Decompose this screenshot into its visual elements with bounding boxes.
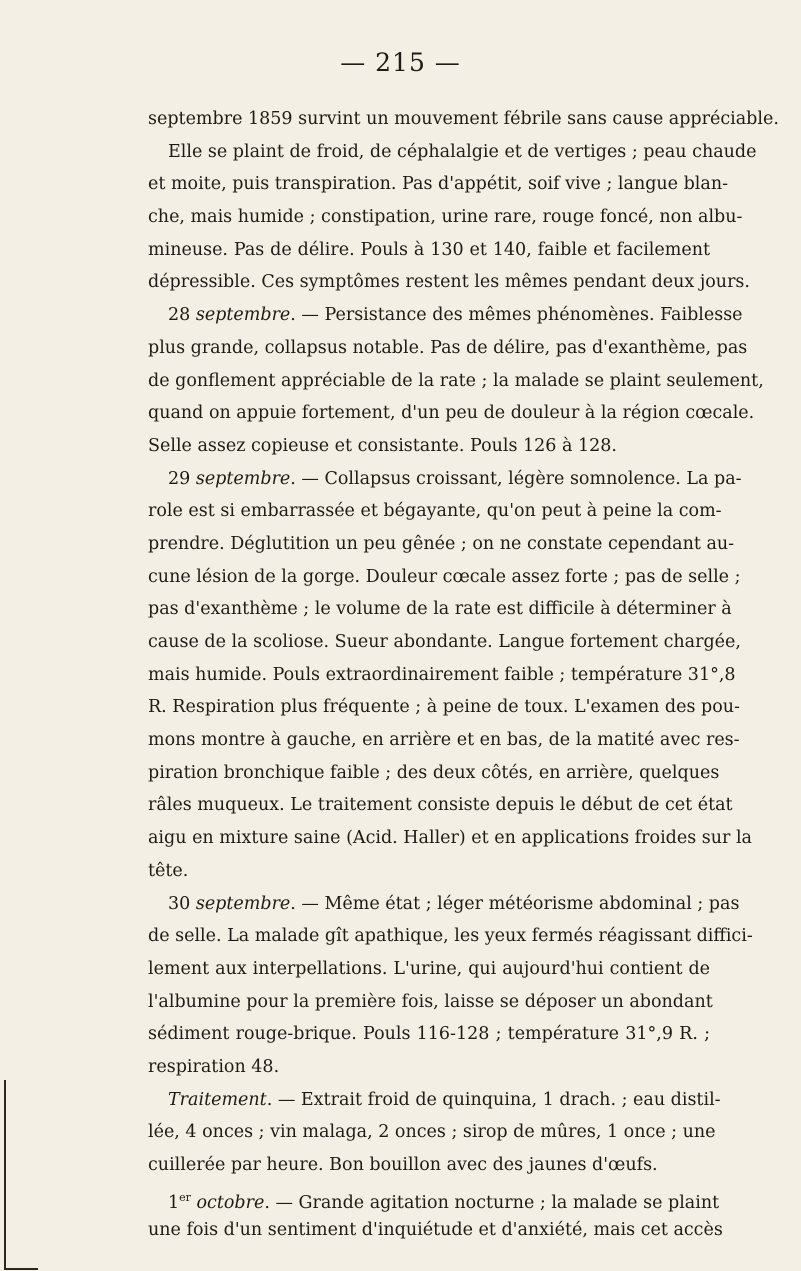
text-line [148,626,741,659]
text-line [148,528,735,561]
text-line [148,822,752,855]
text-line [148,266,750,299]
text-line [148,1051,710,1084]
text-line [148,430,710,463]
text-run: lée, 4 onces ; vin malaga, 2 onces ; sirop de mûres, 1 once ; une [148,1122,716,1143]
text-run: septembre 1859 survint un mouvement fébrile sans cause appréciable. [148,109,779,129]
text-run: lement aux interpellations. L'urine, qui aujourd'hui contient de [148,958,710,979]
text-run: 1 [168,1192,180,1213]
text-run: quand on appuie fortement, d'un peu de douleur à la région cœcale. [148,403,755,424]
text-line [148,855,710,888]
text-run: 28 [168,305,196,326]
text-run: sédiment rouge-brique. Pouls 116-128 ; température 31°,9 R. ; [148,1024,710,1045]
text-run: . — Même état ; léger météorisme abdominal ; pas [290,893,740,914]
text-run: . — Extrait froid de quinquina, 1 drach. ; eau distil- [266,1089,721,1110]
text-line [148,1149,710,1182]
text-line [148,593,732,626]
text-line [148,397,755,430]
text-run: râles muqueux. Le traitement consiste depuis le début de cet état [148,795,733,816]
body-text [148,103,779,1247]
text-line [148,1182,720,1215]
text-run: . — Grande agitation nocturne ; la malade se plaint [264,1192,720,1213]
text-run: mineuse. Pas de délire. Pouls à 130 et 140, faible et facilement [148,239,710,260]
text-line [148,495,722,528]
text-run: mais humide. Pouls extraordinairement faible ; température 31°,8 [148,664,736,685]
text-run: et moite, puis transpiration. Pas d'appétit, soif vive ; langue blan- [148,174,729,195]
text-run: 29 [168,468,196,489]
text-run: R. Respiration plus fréquente ; à peine de toux. L'examen des pou- [148,697,740,718]
text-line [148,463,742,496]
text-run: cune lésion de la gorge. Douleur cœcale assez forte ; pas de selle ; [148,566,741,587]
text-run: Elle se plaint de froid, de céphalalgie et de vertiges ; peau chaude [168,141,757,162]
text-run: che, mais humide ; constipation, urine rare, rouge foncé, non albu- [148,207,743,228]
text-line [148,920,753,953]
crop-mark-horizontal [4,1268,38,1270]
text-run: tête. [148,860,189,881]
text-run: de selle. La malade gît apathique, les yeux fermés réagissant diffici- [148,926,753,947]
text-line [148,332,748,365]
text-line [148,201,743,234]
text-run: une fois d'un sentiment d'inquiétude et d'anxiété, mais cet accès [148,1220,723,1241]
page-number: — 215 — [340,48,461,77]
text-line [148,1116,716,1149]
text-line [148,234,710,267]
text-run: l'albumine pour la première fois, laisse se déposer un abondant [148,991,713,1012]
text-line [148,986,713,1019]
text-run: cause de la scoliose. Sueur abondante. Langue fortement chargée, [148,632,741,652]
text-line [148,1084,721,1117]
text-line [148,365,764,398]
text-run: pas d'exanthème ; le volume de la rate est difficile à déterminer à [148,599,732,620]
italic-run: septembre [195,893,291,914]
italic-run: septembre [195,468,291,489]
text-run: plus grande, collapsus notable. Pas de délire, pas d'exanthème, pas [148,337,748,358]
text-run: Selle assez copieuse et consistante. Pouls 126 à 128. [148,435,617,456]
text-run: cuillerée par heure. Bon bouillon avec des jaunes d'œufs. [148,1155,658,1175]
text-line [148,136,757,169]
text-line [148,691,740,724]
text-run: piration bronchique faible ; des deux côtés, en arrière, quelques [148,762,720,783]
text-line [148,299,743,332]
text-run: de gonflement appréciable de la rate ; la malade se plaint seulement, [148,370,764,391]
text-line [148,103,779,136]
italic-run: septembre [195,305,291,326]
italic-run: octobre [196,1192,265,1213]
text-line [148,789,733,822]
text-line [148,757,720,790]
text-run: role est si embarrassée et bégayante, qu'on peut à peine la com- [148,501,722,522]
text-line [148,953,710,986]
text-line [148,724,740,757]
italic-run: Traitement [168,1089,267,1110]
text-line [148,168,729,201]
text-line [148,888,740,921]
text-run: dépressible. Ces symptômes restent les mêmes pendant deux jours. [148,272,750,293]
text-line [148,659,736,692]
text-line [148,561,741,594]
text-run: er [179,1190,191,1204]
text-line [148,1018,710,1051]
text-line [148,1214,723,1247]
crop-mark-vertical [4,1080,6,1270]
text-run: 30 [168,893,196,914]
text-run: mons montre à gauche, en arrière et en bas, de la matité avec res- [148,730,740,751]
text-run: aigu en mixture saine (Acid. Haller) et en applications froides sur la [148,828,752,849]
text-run: . — Collapsus croissant, légère somnolence. La pa- [290,468,742,489]
text-run: . — Persistance des mêmes phénomènes. Faiblesse [290,305,743,326]
text-run: respiration 48. [148,1056,280,1077]
text-run: prendre. Déglutition un peu gênée ; on ne constate cependant au- [148,533,735,554]
